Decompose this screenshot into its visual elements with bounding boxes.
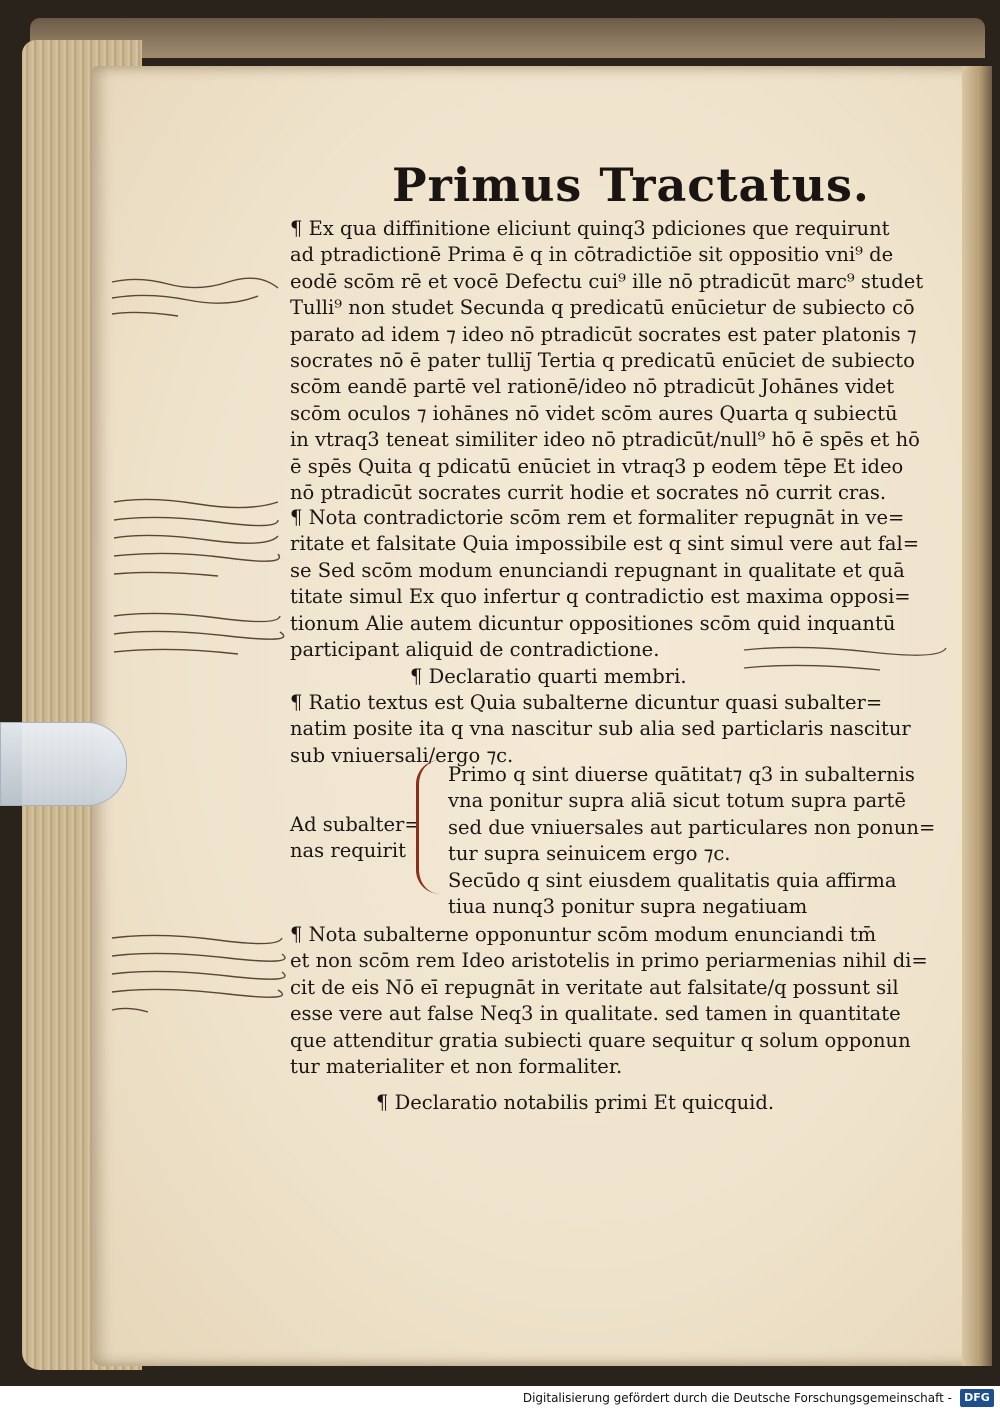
text-line: ad ptradictionē Prima ē q in cōtradictiōe sit oppositio vni⁹ de — [290, 243, 894, 267]
text-line: sub vniuersali/ergo ⁊c. — [290, 743, 514, 767]
text-line: cit de eis Nō eī repugnāt in veritate aut falsitate/q possunt sil — [290, 975, 899, 999]
text-line: Ad subalter= — [290, 813, 421, 836]
text-line: in vtraq3 teneat similiter ideo nō ptradicūt/null⁹ hō ē spēs et hō — [290, 428, 920, 452]
declaratio-heading-2: ¶ Declaratio notabilis primi Et quicquid. — [376, 1091, 775, 1114]
footer-credit: Digitalisierung gefördert durch die Deutsche Forschungsgemeinschaft - — [522, 1391, 952, 1405]
text-line: ē spēs Quita q pdicatū enūciet in vtraq3 p eodem tēpe Et ideo — [290, 454, 904, 478]
text-line: eodē scōm rē et vocē Defectu cui⁹ ille nō ptradicūt marc⁹ studet — [290, 269, 924, 293]
gutter-edge — [962, 66, 992, 1366]
text-line: Secūdo q sint eiusdem qualitatis quia affirma — [448, 868, 897, 892]
curly-bracket — [416, 760, 441, 894]
footer-bar — [0, 1386, 1000, 1411]
text-line: Tulli⁹ non studet Secunda q predicatū enūcietur de subiecto cō — [290, 296, 915, 320]
text-line: nas requirit — [290, 839, 406, 863]
text-line: sed due vniuersales aut particulares non ponun= — [448, 815, 936, 839]
text-line: scōm oculos ⁊ iohānes nō videt scōm aures Quarta q subiectū — [290, 401, 898, 425]
dfg-logo: DFG — [960, 1389, 994, 1407]
text-line: tionum Alie autem dicuntur oppositiones scōm quid inquantū — [290, 611, 896, 635]
page-title: Primus Tractatus. — [392, 158, 870, 212]
bracket-label — [290, 812, 421, 865]
page-clip — [0, 722, 127, 806]
text-line: ¶ Ex qua diffinitione eliciunt quinq3 pdiciones que requirunt — [290, 217, 890, 240]
marginalia-1 — [108, 270, 286, 330]
text-line: parato ad idem ⁊ ideo nō ptradicūt socrates est pater platonis ⁊ — [290, 322, 917, 346]
text-line: participant aliquid de contradictione. — [290, 637, 660, 661]
text-line: ¶ Nota contradictorie scōm rem et formaliter repugnāt in ve= — [290, 506, 905, 529]
text-line: titate simul Ex quo infertur q contradictio est maxima opposi= — [290, 585, 911, 609]
text-line: tiua nunq3 ponitur supra negatiuam — [448, 894, 808, 918]
declaratio-heading-1: ¶ Declaratio quarti membri. — [410, 665, 687, 688]
text-line: natim posite ita q vna nascitur sub alia sed particlaris nascitur — [290, 717, 911, 741]
paragraph-4 — [290, 922, 950, 1080]
marginalia-2 — [108, 492, 286, 602]
text-line: tur supra seinuicem ergo ⁊c. — [448, 842, 731, 866]
text-line: et non scōm rem Ideo aristotelis in primo periarmenias nihil di= — [290, 949, 928, 973]
paragraph-1 — [290, 216, 950, 506]
text-line: scōm eandē partē vel rationē/ideo nō ptradicūt Johānes videt — [290, 375, 895, 399]
text-line: esse vere aut false Neq3 in qualitate. sed tamen in quantitate — [290, 1002, 901, 1026]
book-spine — [30, 18, 985, 58]
text-line: ¶ Ratio textus est Quia subalterne dicuntur quasi subalter= — [290, 691, 883, 714]
marginalia-3 — [108, 606, 286, 662]
text-line: nō ptradicūt socrates currit hodie et socrates nō currit cras. — [290, 480, 887, 504]
text-line: socrates nō ē pater tulliȷ̄ Tertia q predicatū enūciet de subiecto — [290, 348, 915, 372]
text-line: ¶ Nota subalterne opponuntur scōm modum enunciandi tm̄ — [290, 923, 877, 946]
text-line: que attenditur gratia subiecti quare sequitur q solum opponun — [290, 1028, 911, 1052]
marginalia-5 — [740, 640, 950, 688]
text-line: vna ponitur supra aliā sicut totum supra partē — [448, 789, 906, 813]
text-line: Primo q sint diuerse quātitat⁊ q3 in subalternis — [448, 763, 915, 786]
paragraph-3 — [290, 690, 950, 769]
marginalia-4 — [108, 926, 286, 1036]
text-line: ritate et falsitate Quia impossibile est q sint simul vere aut fal= — [290, 532, 920, 556]
text-line: tur materialiter et non formaliter. — [290, 1054, 623, 1078]
bracket-items — [448, 762, 948, 920]
text-line: se Sed scōm modum enunciandi repugnant in qualitate et quā — [290, 558, 905, 582]
